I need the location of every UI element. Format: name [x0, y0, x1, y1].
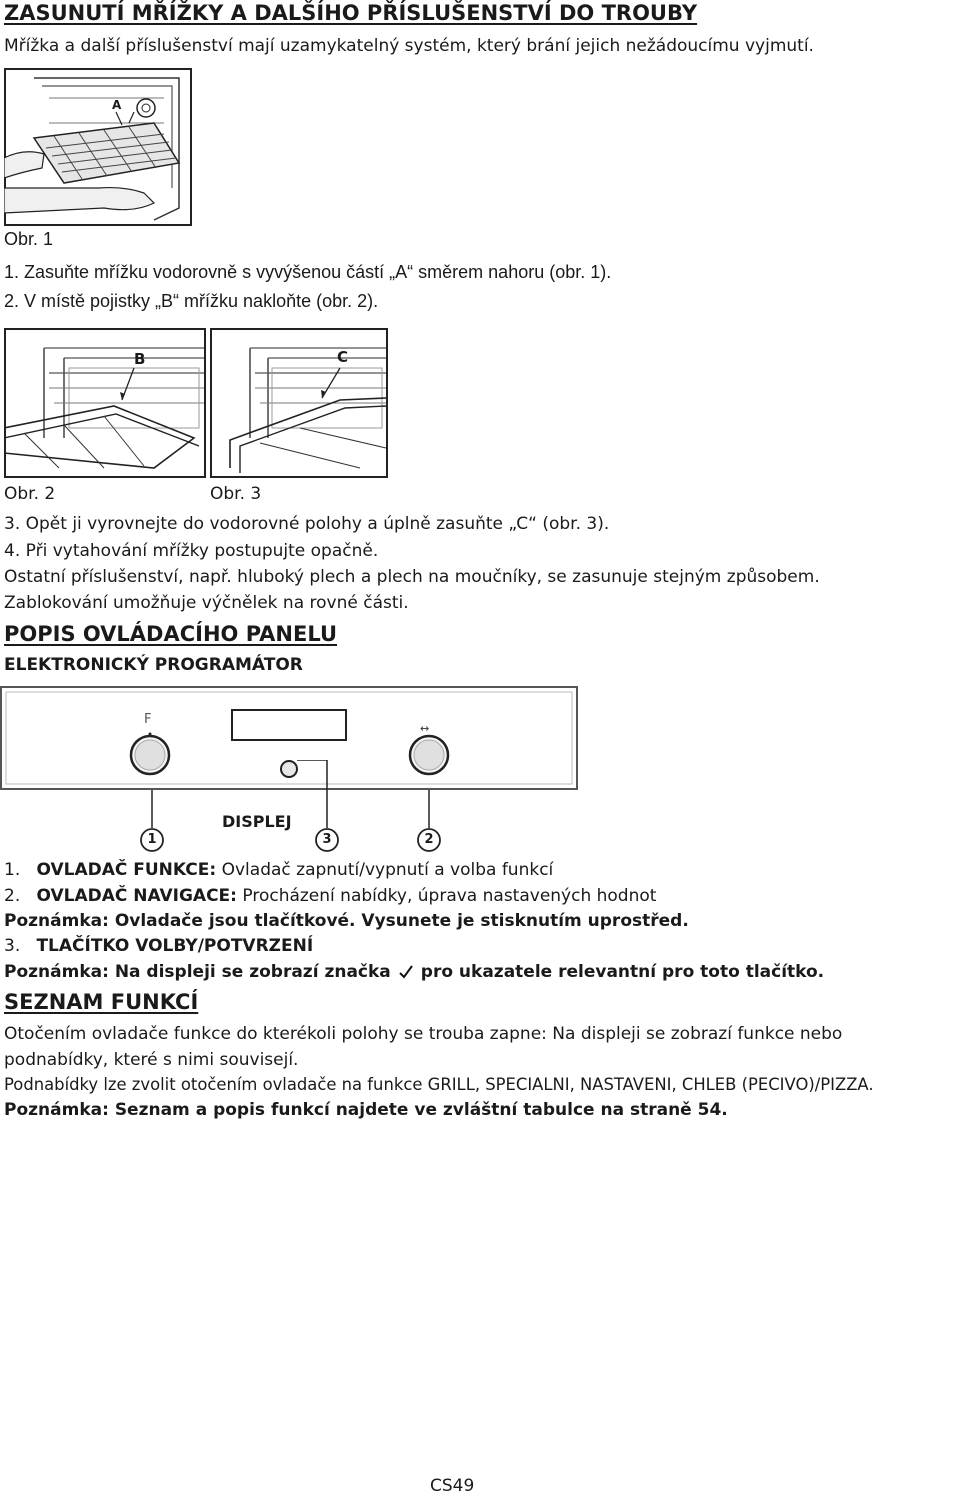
step-3: 3. Opět ji vyrovnejte do vodorovné polohy a úplně zasuňte „C“ (obr. 3).	[4, 514, 610, 534]
control-item-1	[4, 860, 553, 880]
control-item-1-title: OVLADAČ FUNKCE:	[36, 860, 217, 880]
control-item-3	[4, 936, 313, 956]
figure-3-label-c: C	[337, 348, 349, 366]
callout-2: 2	[424, 832, 434, 847]
section-title-control-panel: POPIS OVLÁDACÍHO PANELU	[4, 622, 338, 646]
figure-2-caption: Obr. 2	[4, 484, 56, 504]
control-item-2-text: Procházení nabídky, úprava nastavených hodnot	[236, 886, 657, 906]
display-label: DISPLEJ	[222, 812, 292, 831]
figure-3-illustration	[210, 328, 388, 478]
figure-3-caption: Obr. 3	[210, 484, 262, 504]
figure-2-illustration	[4, 328, 206, 478]
control-item-1-text: Ovladač zapnutí/vypnutí a volba funkcí	[216, 860, 554, 880]
page-number: CS49	[430, 1476, 475, 1496]
navigation-knob-symbol: ↔	[420, 722, 430, 735]
locking-text: Zablokování umožňuje výčnělek na rovné části.	[4, 593, 409, 613]
functions-paragraph-line2: podnabídky, které s nimi souvisejí.	[4, 1050, 299, 1070]
control-item-3-title: TLAČÍTKO VOLBY/POTVRZENÍ	[36, 936, 314, 956]
section-subtitle-programmer: ELEKTRONICKÝ PROGRAMÁTOR	[4, 655, 303, 675]
step-1: 1. Zasuňte mřížku vodorovně s vyvýšenou částí „A“ směrem nahoru (obr. 1).	[4, 262, 612, 282]
control-item-1-number: 1.	[4, 860, 21, 880]
callout-leaders	[140, 760, 450, 856]
intro-text: Mřížka a další příslušenství mají uzamykatelný systém, který brání jejich nežádoucímu vyjmutí.	[4, 36, 814, 56]
figure-2-label-b: B	[134, 350, 146, 368]
checkmark-icon	[397, 963, 415, 981]
section-title-insert-rack: ZASUNUTÍ MŘÍŽKY A DALŠÍHO PŘÍSLUŠENSTVÍ DO TROUBY	[4, 1, 698, 25]
figure-1-caption: Obr. 1	[4, 229, 54, 249]
note-display-part1: Poznámka: Na displeji se zobrazí značka	[4, 962, 391, 982]
step-2: 2. V místě pojistky „B“ mřížku nakloňte (obr. 2).	[4, 291, 379, 311]
submenus-paragraph: Podnabídky lze zvolit otočením ovladače na funkce GRILL, SPECIALNI, NASTAVENI, CHLEB (PECIVO)/PIZZA.	[4, 1075, 874, 1094]
note-push-knobs: Poznámka: Ovladače jsou tlačítkové. Vysunete je stisknutím uprostřed.	[4, 911, 689, 931]
section-title-function-list: SEZNAM FUNKCÍ	[4, 990, 199, 1014]
step-4: 4. Při vytahování mřížky postupujte opačně.	[4, 541, 379, 561]
note-display-part2: pro ukazatele relevantní pro toto tlačítko.	[420, 962, 825, 982]
control-item-3-number: 3.	[4, 936, 21, 956]
figure-1-label-a: A	[112, 98, 122, 112]
control-item-2	[4, 886, 656, 906]
note-display-checkmark	[4, 962, 824, 982]
function-knob-symbol: F	[144, 712, 152, 727]
callout-3: 3	[322, 832, 332, 847]
control-item-2-title: OVLADAČ NAVIGACE:	[36, 886, 237, 906]
functions-paragraph-line1: Otočením ovladače funkce do kterékoli polohy se trouba zapne: Na displeji se zobrazí funkce nebo	[4, 1024, 843, 1044]
figure-1-illustration	[4, 68, 192, 226]
other-accessories-text: Ostatní příslušenství, např. hluboký plech a plech na moučníky, se zasunuje stejným způsobem.	[4, 567, 820, 587]
note-function-table: Poznámka: Seznam a popis funkcí najdete ve zvláštní tabulce na straně 54.	[4, 1100, 728, 1120]
callout-1: 1	[147, 832, 157, 847]
control-item-2-number: 2.	[4, 886, 21, 906]
